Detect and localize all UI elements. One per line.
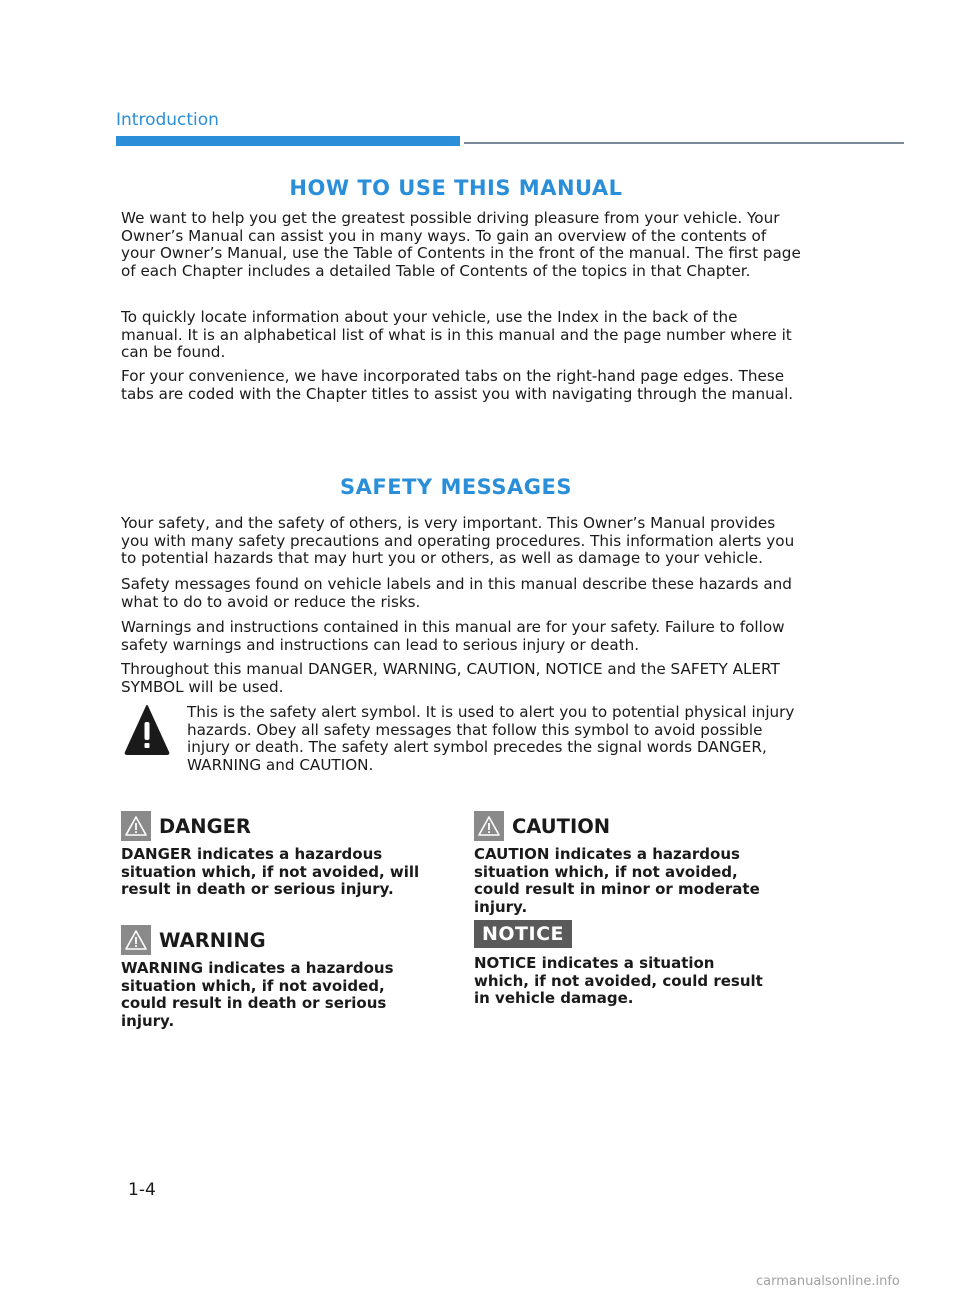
how-to-paragraph-2: To quickly locate information about your vehicle, use the Index in the back of the manual. It is an alphabetical list of what is in this manual and the page number where it can be found.	[121, 308, 792, 362]
safety-title: SAFETY MESSAGES	[340, 475, 572, 499]
page-number: 1-4	[128, 1180, 156, 1200]
warning-triangle-icon	[124, 815, 148, 837]
header-rule	[464, 142, 904, 144]
danger-label: DANGER	[159, 814, 251, 838]
warning-heading	[121, 925, 266, 955]
caution-badge	[474, 811, 504, 841]
how-to-paragraph-3: For your convenience, we have incorporated tabs on the right-hand page edges. These tabs are coded with the Chapter titles to assist you with navigating through the manual.	[121, 367, 794, 403]
safety-paragraph-3: Warnings and instructions contained in this manual are for your safety. Failure to follow safety warnings and instructions can lead to serious injury or death.	[121, 618, 785, 654]
section-header: Introduction	[116, 110, 219, 130]
safety-alert-description: This is the safety alert symbol. It is used to alert you to potential physical injury hazards. Obey all safety messages that follow this symbol to avoid possible injury or death. The safety alert symbol precedes the signal words DANGER, WARNING and CAUTION.	[187, 703, 795, 774]
header-accent-bar	[116, 136, 460, 146]
how-to-title: HOW TO USE THIS MANUAL	[289, 176, 623, 200]
caution-heading	[474, 811, 610, 841]
caution-label: CAUTION	[512, 814, 611, 838]
safety-alert-symbol-icon	[124, 704, 170, 756]
warning-label: WARNING	[159, 928, 266, 952]
warning-text: WARNING indicates a hazardous situation which, if not avoided, could result in death or serious injury.	[121, 959, 394, 1030]
how-to-paragraph-1: We want to help you get the greatest possible driving pleasure from your vehicle. Your Owner’s Manual can assist you in many ways. To gain an overview of the contents of your Owner’s Manual, use the Table of Contents in the front of the manual. The first page of each Chapter includes a detailed Table of Contents of the topics in that Chapter.	[121, 209, 801, 280]
safety-paragraph-4: Throughout this manual DANGER, WARNING, CAUTION, NOTICE and the SAFETY ALERT SYMBOL will be used.	[121, 660, 780, 696]
watermark: carmanualsonline.info	[756, 1274, 900, 1289]
notice-text: NOTICE indicates a situation which, if not avoided, could result in vehicle damage.	[474, 954, 763, 1008]
warning-badge	[121, 925, 151, 955]
danger-badge	[121, 811, 151, 841]
safety-paragraph-1: Your safety, and the safety of others, is very important. This Owner’s Manual provides you with many safety precautions and operating procedures. This information alerts you to potential hazards that may hurt you or others, as well as damage to your vehicle.	[121, 514, 795, 568]
warning-triangle-icon	[477, 815, 501, 837]
notice-badge: NOTICE	[474, 920, 572, 948]
danger-heading	[121, 811, 251, 841]
safety-paragraph-2: Safety messages found on vehicle labels and in this manual describe these hazards and what to do to avoid or reduce the risks.	[121, 575, 792, 611]
caution-text: CAUTION indicates a hazardous situation which, if not avoided, could result in minor or moderate injury.	[474, 845, 760, 916]
warning-triangle-icon	[124, 929, 148, 951]
danger-text: DANGER indicates a hazardous situation which, if not avoided, will result in death or serious injury.	[121, 845, 420, 899]
